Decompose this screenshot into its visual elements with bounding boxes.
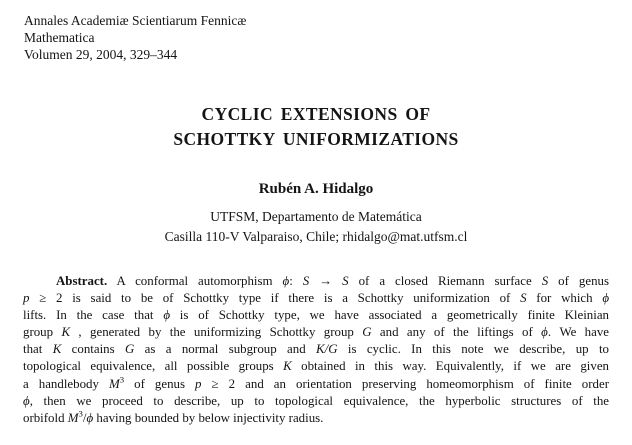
journal-header xyxy=(24,12,246,63)
abstract-line: ϕ, then we proceed to describe, up to topological equivalence, the hyperbolic structures of the xyxy=(23,393,609,408)
journal-series-line: Mathematica xyxy=(24,30,95,45)
abstract-line: that K contains G as a normal subgroup and K/G is cyclic. In this note we describe, up to xyxy=(23,342,609,357)
abstract-line: topological equivalence, all possible groups K obtained in this way. Equivalently, if we are given xyxy=(23,359,609,374)
paper-title xyxy=(0,102,632,152)
abstract-line: group K , generated by the uniformizing Schottky group G and any of the liftings of ϕ. We have xyxy=(23,325,610,340)
affiliation xyxy=(0,207,632,247)
abstract-line: p ≥ 2 is said to be of Schottky type if there is a Schottky uniformization of S for which ϕ xyxy=(23,291,610,306)
abstract-line: Abstract. A conformal automorphism ϕ: S → S of a closed Riemann surface S of genus xyxy=(56,274,609,288)
abstract-paragraph xyxy=(23,273,609,427)
affiliation-address-email: Casilla 110-V Valparaiso, Chile; rhidalgo@mat.utfsm.cl xyxy=(164,229,468,244)
abstract-line: lifts. In the case that ϕ is of Schottky type, we have associated a geometrically finite Kleinian xyxy=(23,308,609,323)
affiliation-institution: UTFSM, Departamento de Matemática xyxy=(210,209,422,224)
journal-volume-line: Volumen 29, 2004, 329–344 xyxy=(24,47,178,62)
journal-name-line: Annales Academiæ Scientiarum Fennicæ xyxy=(24,13,247,28)
paper-title-line-2: SCHOTTKY UNIFORMIZATIONS xyxy=(173,129,459,149)
author-name: Rubén A. Hidalgo xyxy=(258,181,374,197)
paper-title-line-1: CYCLIC EXTENSIONS OF xyxy=(201,104,431,124)
abstract-line: orbifold $M^3/\phi$ having bounded by below injectivity radius. xyxy=(23,408,324,425)
abstract-line: a handlebody $M^3$ of genus p ≥ 2 and an orientation preserving homeomorphism of finite order xyxy=(23,374,609,391)
